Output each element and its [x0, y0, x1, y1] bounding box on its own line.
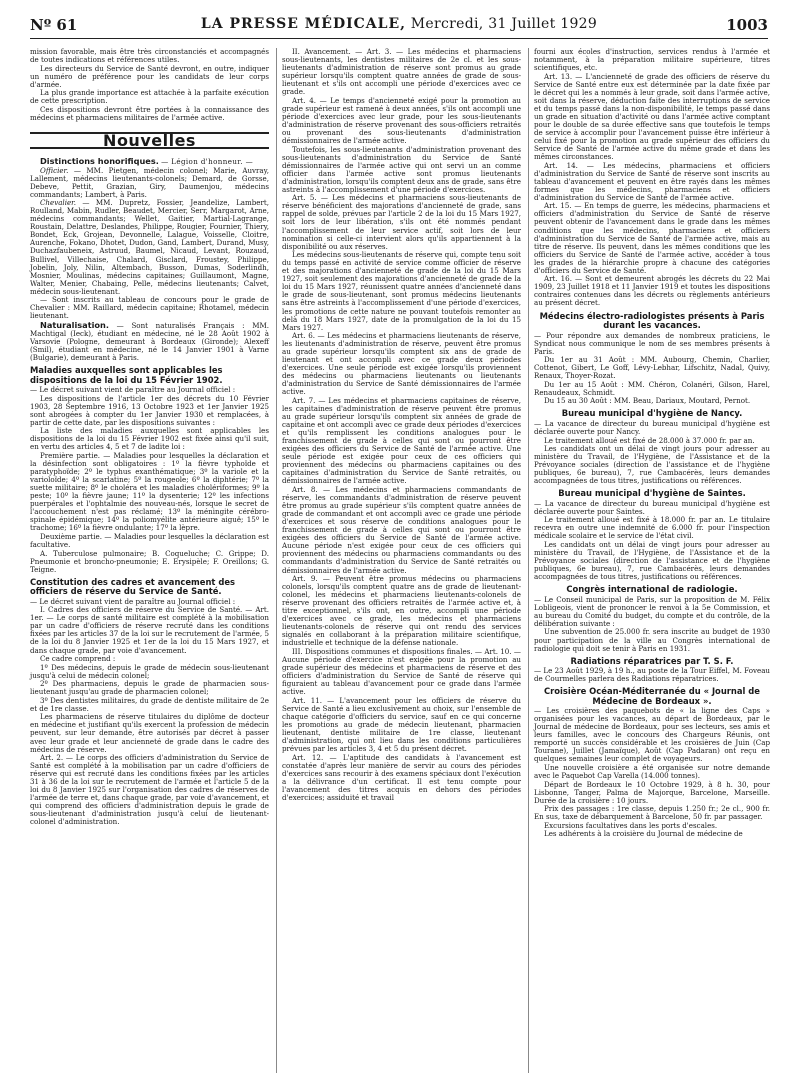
- section-heading: Distinctions honorifiques.: [40, 155, 159, 166]
- paragraph: Du 1er au 31 Août : MM. Aubourg, Chemin, Charlier, Cottenot, Gibert, Le Goff, Lévy-Lebhar, Lifschitz, Nadal, Quivy, Renaux, Thoyer-Rozat.: [534, 355, 770, 381]
- paragraph: La liste des maladies auxquelles sont applicables les dispositions de la loi du 15 Février 1902 est fixée ainsi qu'il suit, en vertu des articles 4, 5 et 7 de ladite loi :: [30, 426, 269, 452]
- paragraph: Art. 5. — Les médecins et pharmaciens sous-lieutenants de réserve bénéficient des majorations d'ancienneté de grade, sans rappel de solde, prévues par l'article 2 de la loi du 15 Mars 1927, soit lors de leur libération, s'ils ont été nommés pendant l'accomplissement de leur service actif, soit lors de leur nomination si celle-ci intervient alors qu'ils appartiennent à la disponibilité ou aux réserves.: [282, 193, 521, 251]
- paragraph: Ce cadre comprend :: [40, 654, 116, 664]
- paragraph: Le traitement alloué est fixé de 28.000 à 37.000 fr. par an.: [544, 435, 755, 445]
- paragraph: I. Cadres des officiers de réserve du Service de Santé. — Art. 1er. — Le corps de santé militaire est complété à la mobilisation par un cadre d'officiers de réserve recruté dans les conditions fixées par les articles 37 de la loi sur le recrutement de l'armée, 5 de la loi du 8 Janvier 1925 et 1er de la loi du 15 Mars 1927, et dans chaque grade, par voie d'avancement.: [30, 605, 269, 655]
- paragraph: [30, 167, 269, 199]
- column-left: [30, 48, 269, 827]
- paragraph: Art. 6. — Les médecins et pharmaciens lieutenants de réserve, les lieutenants d'administration de réserve, peuvent être promus au grade supérieur lorsqu'ils comptent six ans de grade de lieutenant et ont accompli avec ce grade deux périodes d'exercices. Une seule période est exigée lorsqu'ils proviennent des médecins ou pharmaciens lieutenants ou lieutenants d'administration du Service de Santé démissionnaires de l'armée active.: [282, 331, 521, 397]
- paragraph: Les candidats ont un délai de vingt jours pour adresser au ministère du Travail, de l'Hygiène, de l'Assistance et de la Prévoyance sociales (direction de l'assistance et de l'hygiène publiques, 6e bureau), 7, rue Cambacérès, leurs demandes accompagnées de tous titres, justifications ou références.: [534, 540, 770, 582]
- issue-date: Mercredi, 31 Juillet 1929: [410, 16, 598, 32]
- paragraph: Une subvention de 25.000 fr. sera inscrite au budget de 1930 pour participation de la ville au Congrès international de radiologie qui doit se tenir à Paris en 1931.: [534, 627, 770, 653]
- section-subheading: — Légion d'honneur. —: [161, 156, 254, 166]
- paragraph: — Le Conseil municipal de Paris, sur la proposition de M. Félix Lobligeois, vient de prononcer le renvoi à la 5e Commission, et au bureau du Comité du budget, du compte et du contrôle, de la délibération suivante :: [534, 594, 770, 628]
- paragraph: — Le décret suivant vient de paraître au Journal officiel :: [30, 385, 236, 395]
- masthead: [30, 16, 768, 32]
- paragraph: Art. 9. — Peuvent être promus médecins ou pharmaciens colonels, lorsqu'ils comptent quatre ans de grade de lieutenant-colonel, les médecins et pharmaciens lieutenants-colonels de réserve provenant des officiers retraités de l'armée active et, à titre exceptionnel, s'ils ont, en outre, accompli une période d'exercices avec ce grade, les médecins et pharmaciens lieutenants-colonels de réserve qui ont rendu des services signalés en collaborant à la préparation militaire scientifique, industrielle et technique de la défense nationale.: [282, 574, 521, 648]
- paragraph: — Le décret suivant vient de paraître au Journal officiel :: [30, 596, 236, 606]
- paragraph: Les candidats ont un délai de vingt jours pour adresser au ministère du Travail, de l'Hygiène, de l'Assistance et de la Prévoyance sociales (direction de l'assistance et de l'hygiène publiques, 6e bureau), 7, rue Cambacérès, leurs demandes accompagnées de tous titres, justifications ou références.: [534, 444, 770, 486]
- paragraph: — Sont inscrits au tableau de concours pour le grade de Chevalier : MM. Raillard, médecin capitaine; Rhotamel, médecin lieutenant.: [30, 295, 269, 321]
- paragraph: La plus grande importance est attachée à la parfaite exécution de cette prescription.: [30, 88, 269, 106]
- paragraph: Les dispositions de l'article 1er des décrets du 10 Février 1903, 28 Septembre 1916, 13 Octobre 1923 et 1er Janvier 1925 sont abrogées à compter du 1er Janvier 1930 et remplacées, à partir de cette date, par les dispositions suivantes :: [30, 393, 269, 427]
- paragraph: Art. 4. — Le temps d'ancienneté exigé pour la promotion au grade supérieur est ramené à deux années, s'ils ont accompli une période d'exercices avec leur grade, pour les sous-lieutenants d'administration de réserve provenant des sous-officiers retraités ou provenant des sous-lieutenants d'administration démissionnaires de l'armée active.: [282, 95, 521, 146]
- paragraph: Art. 7. — Les médecins et pharmaciens capitaines de réserve, les capitaines d'administration de réserve peuvent être promus au grade supérieur lorsqu'ils comptent six années de grade de capitaine et ont accompli avec ce grade deux périodes d'exercices et qu'ils remplissent les conditions analogues pour le franchissement de grade à celles qui sont ou pourront être exigées des officiers du Service de Santé de l'armée active. Une seule période est exigée pour ceux de ces officiers qui proviennent des médecins ou pharmaciens capitaines ou des capitaines d'administration du Service de Santé retraités, ou démissionnaires de l'armée active.: [282, 396, 521, 486]
- page-number-left: Nº 61: [30, 16, 78, 34]
- column-rule: [528, 48, 529, 1073]
- paragraph: Une nouvelle croisière a été organisée sur notre demande avec le Paquebot Cap Varella (14.000 tonnes).: [534, 763, 770, 781]
- column-right: [534, 48, 770, 839]
- column-middle: [282, 48, 521, 802]
- paragraph: Art. 2. — Le corps des officiers d'administration du Service de Santé est complété à la mobilisation par un cadre d'officiers de réserve qui est recruté dans les conditions fixées par les articles 31 à 36 de la loi sur le recrutement de l'armée et l'article 5 de la loi du 8 Janvier 1925 sur l'organisation des cadres de réserves de l'armée de terre et, dans chaque grade, par voie d'avancement, et qui comprend des officiers d'administration depuis le grade de sous-lieutenant d'administration jusqu'à celui de lieutenant-colonel d'administration.: [30, 753, 269, 827]
- naturalisation-item: [30, 321, 269, 362]
- section-heading: Maladies auxquelles sont applicables les dispositions de la loi du 15 Février 1902.: [30, 365, 223, 385]
- paragraph: Excursions facultatives dans les ports d'escales.: [544, 820, 718, 830]
- section-heading: Congrès international de radiologie.: [566, 584, 738, 595]
- rank-label: Officier.: [40, 165, 69, 175]
- section-heading: Radiations réparatrices par T. S. F.: [570, 655, 734, 666]
- paragraph: Art. 8. — Les médecins et pharmaciens commandants de réserve, les commandants d'administration de réserve peuvent être promus au grade supérieur s'ils comptent quatre années de grade de commandant et ont accompli avec ce grade une période d'exercices et sous réserve de conditions analogues pour le franchissement de grade à celles qui sont ou pourront être exigées des officiers du Service de Santé de l'armée active. Aucune période n'est exigée pour ceux de ces officiers qui proviennent des médecins ou pharmaciens commandants ou des commandants d'administration du Service de Santé retraités ou démissionnaires de l'armée active.: [282, 485, 521, 575]
- paragraph: Le traitement alloué est fixé à 18.000 fr. par an. Le titulaire recevra en outre une indemnité de 6.000 fr. pour l'inspection médicale scolaire et le service de l'état civil.: [534, 515, 770, 541]
- paragraph: 3º Des dentistes militaires, du grade de dentiste militaire de 2e et de 1re classe.: [30, 695, 269, 713]
- paragraph: — Les croisières des paquebots de « la ligne des Caps » organisées pour les vacances, au départ de Bordeaux, par le Journal de médecine de Bordeaux, pour ses lecteurs, ses amis et leurs familles, avec le concours des Chargeurs Réunis, ont remporté un succès considérable et les croisières de Juin (Cap Tourane), Juillet (Jamaïque), Août (Cap Padaran) ont reçu en quelques semaines leur complet de voyageurs.: [534, 706, 770, 764]
- column-rule: [276, 48, 277, 1073]
- paragraph: Du 15 au 30 Août : MM. Beau, Dariaux, Moutard, Pernot.: [544, 396, 751, 406]
- paragraph: Art. 14. — Les médecins, pharmaciens et officiers d'administration du Service de Santé de réserve sont inscrits au tableau d'avancement et peuvent en être rayés dans les mêmes formes que les médecins, pharmaciens et officiers d'administration du Service de Santé de l'armée active.: [534, 160, 770, 202]
- paragraph: — Le 23 Août 1929, à 19 h., au poste de la Tour Eiffel, M. Foveau de Courmelles parlera des Radiations réparatrices.: [534, 666, 770, 684]
- page-number-right: 1003: [726, 16, 768, 34]
- paragraph: fourni aux écoles d'instruction, services rendus à l'armée et notamment, à la préparation militaire supérieure, titres scientifiques, etc.: [534, 47, 770, 73]
- section-heading: Croisière Océan-Méditerranée du « Journal de Médecine de Bordeaux ».: [544, 686, 760, 706]
- paragraph: Les pharmaciens de réserve titulaires du diplôme de docteur en médecine et justifiant qu'ils exercent la profession de médecin peuvent, sur leur demande, être autorisés par décret à passer avec leur grade et leur ancienneté de grade dans le cadre des médecins de réserve.: [30, 712, 269, 754]
- rank-label: Chevalier.: [40, 198, 77, 208]
- paragraph: Prix des passages : 1re classe, depuis 1.250 fr.; 2e cl., 900 fr. En sus, taxe de débarquement à Barcelone, 50 fr. par passager.: [534, 804, 770, 822]
- paragraph: Les médecins sous-lieutenants de réserve qui, compte tenu soit du temps passé en activité de service comme officier de réserve et des majorations d'ancienneté de grade de la loi du 15 Mars 1927, soit seulement des majorations d'ancienneté de grade de la loi du 15 Mars 1927, réunissent quatre années d'ancienneté dans le grade de sous-lieutenant, sont promus médecins lieutenants sans être astreints à l'accomplissement d'une période d'exercices, les promotions de cette nature ne pouvant toutefois remonter au delà du 18 Mars 1927, date de la promulgation de la loi du 15 Mars 1927.: [282, 250, 521, 332]
- paragraph: Art. 16. — Sont et demeurent abrogés les décrets du 22 Mai 1909, 23 Juillet 1918 et 11 Janvier 1919 et toutes les dispositions contraires contenues dans les décrets ou règlements antérieurs au présent décret.: [534, 274, 770, 308]
- paragraph: mission favorable, mais être très circonstanciés et accompagnés de toutes indications et références utiles.: [30, 47, 269, 65]
- paragraph: Ces dispositions devront être portées à la connaissance des médecins et pharmaciens militaires de l'armée active.: [30, 104, 269, 122]
- paragraph: Du 1er au 15 Août : MM. Chéron, Colanéri, Gilson, Harel, Renaudeaux, Schmidt.: [534, 379, 770, 397]
- paragraph: Art. 15. — En temps de guerre, les médecins, pharmaciens et officiers d'administration du Service de Santé de réserve peuvent obtenir de l'avancement dans le grade dans les mêmes conditions que les médecins, pharmaciens et officiers d'administration du Service de Santé de l'armée active, mais au titre de réserve. Ils peuvent, dans les mêmes conditions que les officiers du Service de Santé de l'armée active, accéder à tous les grades de la hiérarchie propre à chacune des catégories d'officiers du Service de Santé.: [534, 201, 770, 275]
- paragraph: Toutefois, les sous-lieutenants d'administration provenant des sous-lieutenants d'administration du Service de Santé démissionnaires de l'armée active qui ont servi un an comme officier dans l'armée active sont promus lieutenants d'administration, lorsqu'ils comptent deux ans de grade, sans être astreints à l'accomplissement d'une période d'exercices.: [282, 144, 521, 194]
- journal-title: LA PRESSE MÉDICALE,: [200, 16, 407, 32]
- paragraph: A. Tuberculose pulmonaire; B. Coqueluche; C. Grippe; D. Pneumonie et broncho-pneumonie; E. Erysipèle; F. Oreillons; G. Teigne.: [30, 548, 269, 574]
- section-heading: Naturalisation.: [40, 319, 109, 330]
- paragraph: II. Avancement. — Art. 3. — Les médecins et pharmaciens sous-lieutenants, les dentistes militaires de 2e cl. et les sous-lieutenants d'administration de réserve sont promus au grade supérieur lorsqu'ils comptent quatre années de grade de sous-lieutenant et s'ils ont accompli une période d'exercices avec ce grade.: [282, 47, 521, 97]
- paragraph: 1º Des médecins, depuis le grade de médecin sous-lieutenant jusqu'à celui de médecin colonel;: [30, 662, 269, 680]
- section-heading: Bureau municipal d'hygiène de Saintes.: [558, 488, 746, 499]
- paragraph: [30, 199, 269, 296]
- paragraph: III. Dispositions communes et dispositions finales. — Art. 10. — Aucune période d'exercice n'est exigée pour la promotion au grade supérieur des médecins et pharmaciens de réserve et des officiers d'administration du Service de Santé de réserve qui figuraient au tableau d'avancement pour ce grade dans l'armée active.: [282, 646, 521, 697]
- rank-list: — MM. Dupretz, Fossier, Jeandelize, Lambert, Roulland, Mabin, Rudler, Beaudet, Mercier, Serr, Margarot, Arne, médecins commandants; Wellet, Gaitier, Martial-Lagrange, Roustain, Delattre, Deslandes, Philippe, Rougier, Fournier, Thiery, Bondet, Eck, Grojean, Devonnelle, Lalague, Voisselle, Cloitre, Aurenche, Fokano, Dhotet, Dudon, Gand, Lambert, Durand, Musy, Duchazfaubeneix, Astruud, Baumel, Nicaud, Levant, Rouzaud, Bullivel, Villechaise, Chalard, Gisclard, Froustey, Philippe, Jobelin, Joly, Nilin, Altembach, Busson, Dumas, Soderlindh, Mosnier, Moulinas, médecins capitaines; Guillaumont, Magne, Walter, Menier, Chabaing, Pelle, médecins lieutenants; Calvet, médecin sous-lieutenant.: [30, 198, 269, 296]
- paragraph: 2º Des pharmaciens, depuis le grade de pharmacien sous-lieutenant jusqu'au grade de pharmacien colonel;: [30, 679, 269, 697]
- paragraph: Art. 13. — L'ancienneté de grade des officiers de réserve du Service de Santé entre eux est déterminée par la date fixée par le décret qui les a nommés à leur grade, soit dans l'armée active, soit dans la réserve, déduction faite des interruptions de service et du temps passé dans la non-disponibilité, le temps passé dans un grade en situation d'activité ou dans l'armée active comptant pour le double de sa durée effective sans que toutefois le temps de service à accomplir pour l'avancement puisse être inférieur à celui fixé pour la promotion au grade supérieur des officiers du Service de Santé de l'armée active du même grade et dans les mêmes circonstances.: [534, 71, 770, 162]
- page-header: [30, 16, 768, 39]
- paragraph: Première partie. — Maladies pour lesquelles la déclaration et la désinfection sont obligatoires : 1º la fièvre typhoïde et paratyphoïde; 2º le typhus exanthématique; 3º la variole et la varioloïde; 4º la scarlatine; 5º la rougeole; 6º la diphtérie; 7º la suette militaire; 8º le choléra et les maladies cholériformes; 9º la peste; 10º la fièvre jaune; 11º la dysenterie; 12º les infections puerpérales et l'ophtalmie des nouveau-nés, lorsque le secret de l'accouchement n'est pas réclamé; 13º la méningite cérébro-spinale épidémique; 14º la poliomyélite antérieure aiguë; 15º le trachome; 16º la fièvre ondulante; 17º la lèpre.: [30, 451, 269, 533]
- paragraph: — La vacance de directeur du bureau municipal d'hygiène est déclarée ouverte pour Saintes.: [534, 498, 770, 516]
- section-heading: Constitution des cadres et avancement des officiers de réserve du Service de Santé.: [30, 576, 236, 597]
- section-heading: Médecins électro-radiologistes présents à Paris durant les vacances.: [539, 310, 765, 330]
- paragraph: Les adhérents à la croisière du Journal de médecine de: [544, 829, 743, 839]
- section-heading: Bureau municipal d'hygiène de Nancy.: [561, 408, 743, 419]
- paragraph: — La vacance de directeur du bureau municipal d'hygiène est déclarée ouverte pour Nancy.: [534, 418, 770, 436]
- rank-list: — MM. Pietgen, médecin colonel; Marie, Auvray, Lallement, médecins lieutenants-colonels; Demard, de Gorsse, Debeve, Pettit, Grazian, Giry, Daumenjou, médecins commandants; Lambert, à Paris.: [30, 165, 269, 199]
- paragraph: Art. 11. — L'avancement pour les officiers de réserve du Service de Santé a lieu exclusivement au choix, sur l'ensemble de chaque catégorie d'officiers du service, sauf en ce qui concerne les promotions au grade de médecin lieutenant, pharmacien lieutenant, dentiste militaire de 1re classe, lieutenant d'administration, qui ont lieu dans les conditions particulières prévues par les articles 3, 4 et 5 du présent décret.: [282, 695, 521, 754]
- paragraph: — Pour répondre aux demandes de nombreux praticiens, le Syndicat nous communique le nom de ses membres présents à Paris.: [534, 330, 770, 356]
- paragraph: Art. 12. — L'aptitude des candidats à l'avancement est constatée d'après leur manière de servir au cours des périodes d'exercices sans recourir à des examens spéciaux dont l'exécution a la délivrance d'un certificat. Il est tenu compte pour l'avancement des titres acquis en dehors des périodes d'exercices; assiduité et travail: [282, 752, 521, 802]
- section-rubric: Nouvelles: [30, 132, 269, 149]
- paragraph-body: — Sont naturalisés Français : MM. Machtigal (Ieck), étudiant en médecine, né le 28 Août 1902 à Varsovie (Pologne, demeurant à Bordeaux (Gironde); Alexeff (Smil), étudiant en médecine, né le 14 Janvier 1901 à Varne (Bulgarie), demeurant à Paris.: [30, 320, 269, 363]
- paragraph: Départ de Bordeaux le 10 Octobre 1929, à 8 h. 30, pour Lisbonne, Tanger, Palma de Majorque, Barcelone, Marseille. Durée de la croisière : 10 jours.: [534, 779, 770, 805]
- paragraph: Deuxième partie. — Maladies pour lesquelles la déclaration est facultative.: [30, 531, 269, 550]
- paragraph: Les directeurs du Service de Santé devront, en outre, indiquer un numéro de préférence pour les candidats de leur corps d'armée.: [30, 63, 269, 89]
